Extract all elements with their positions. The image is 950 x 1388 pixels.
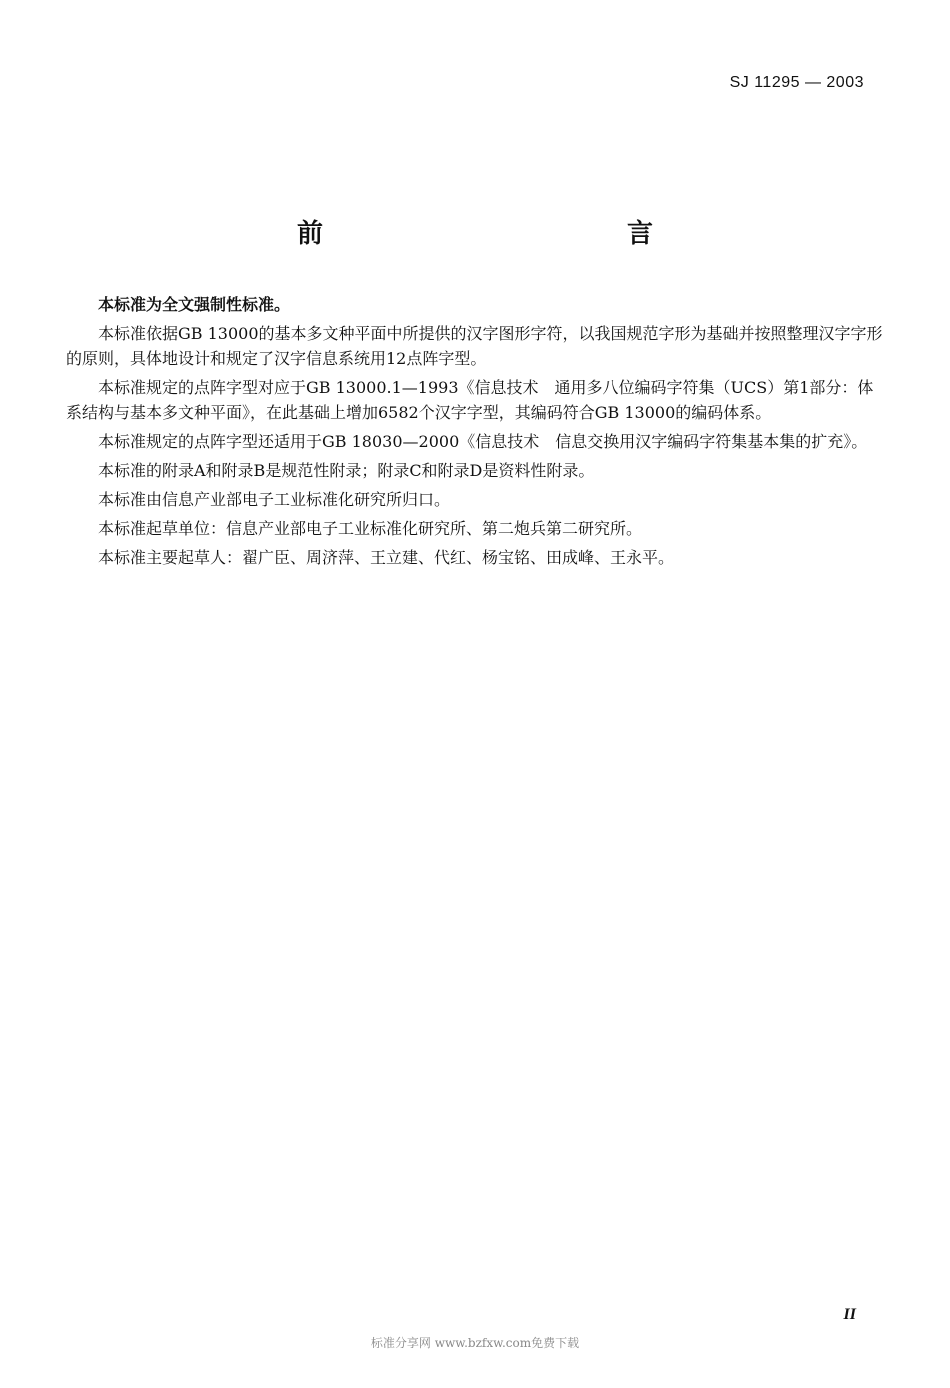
paragraph-basis: 本标准依据GB 13000的基本多文种平面中所提供的汉字图形字符，以我国规范字形为基础并按照整理汉字字形的原则，具体地设计和规定了汉字信息系统用12点阵字型。 bbox=[66, 324, 883, 368]
paragraph-drafters: 本标准主要起草人：翟广臣、周济萍、王立建、代红、杨宝铭、田成峰、王永平。 bbox=[98, 548, 675, 567]
paragraph-applicability: 本标准规定的点阵字型还适用于GB 18030—2000《信息技术 信息交换用汉字编码字符集基本集的扩充》。 bbox=[98, 432, 868, 451]
page-number: II bbox=[843, 1306, 856, 1323]
paragraph-jurisdiction: 本标准由信息产业部电子工业标准化研究所归口。 bbox=[98, 490, 451, 509]
paragraph-annexes: 本标准的附录A和附录B是规范性附录；附录C和附录D是资料性附录。 bbox=[98, 461, 595, 480]
page-title: 前 言 bbox=[296, 219, 737, 250]
standard-code: SJ 11295 — 2003 bbox=[729, 74, 864, 91]
paragraph-drafting-units: 本标准起草单位：信息产业部电子工业标准化研究所、第二炮兵第二研究所。 bbox=[98, 519, 643, 538]
foreword-body bbox=[66, 292, 886, 574]
paragraph-correspondence: 本标准规定的点阵字型对应于GB 13000.1—1993《信息技术 通用多八位编码字符集（UCS）第1部分：体系结构与基本多文种平面》，在此基础上增加6582个汉字字型，其编码符合GB 13000的编码体系。 bbox=[66, 378, 874, 422]
watermark: 标准分享网 www.bzfxw.com免费下载 bbox=[370, 1336, 580, 1350]
paragraph-mandatory: 本标准为全文强制性标准。 bbox=[98, 295, 291, 314]
